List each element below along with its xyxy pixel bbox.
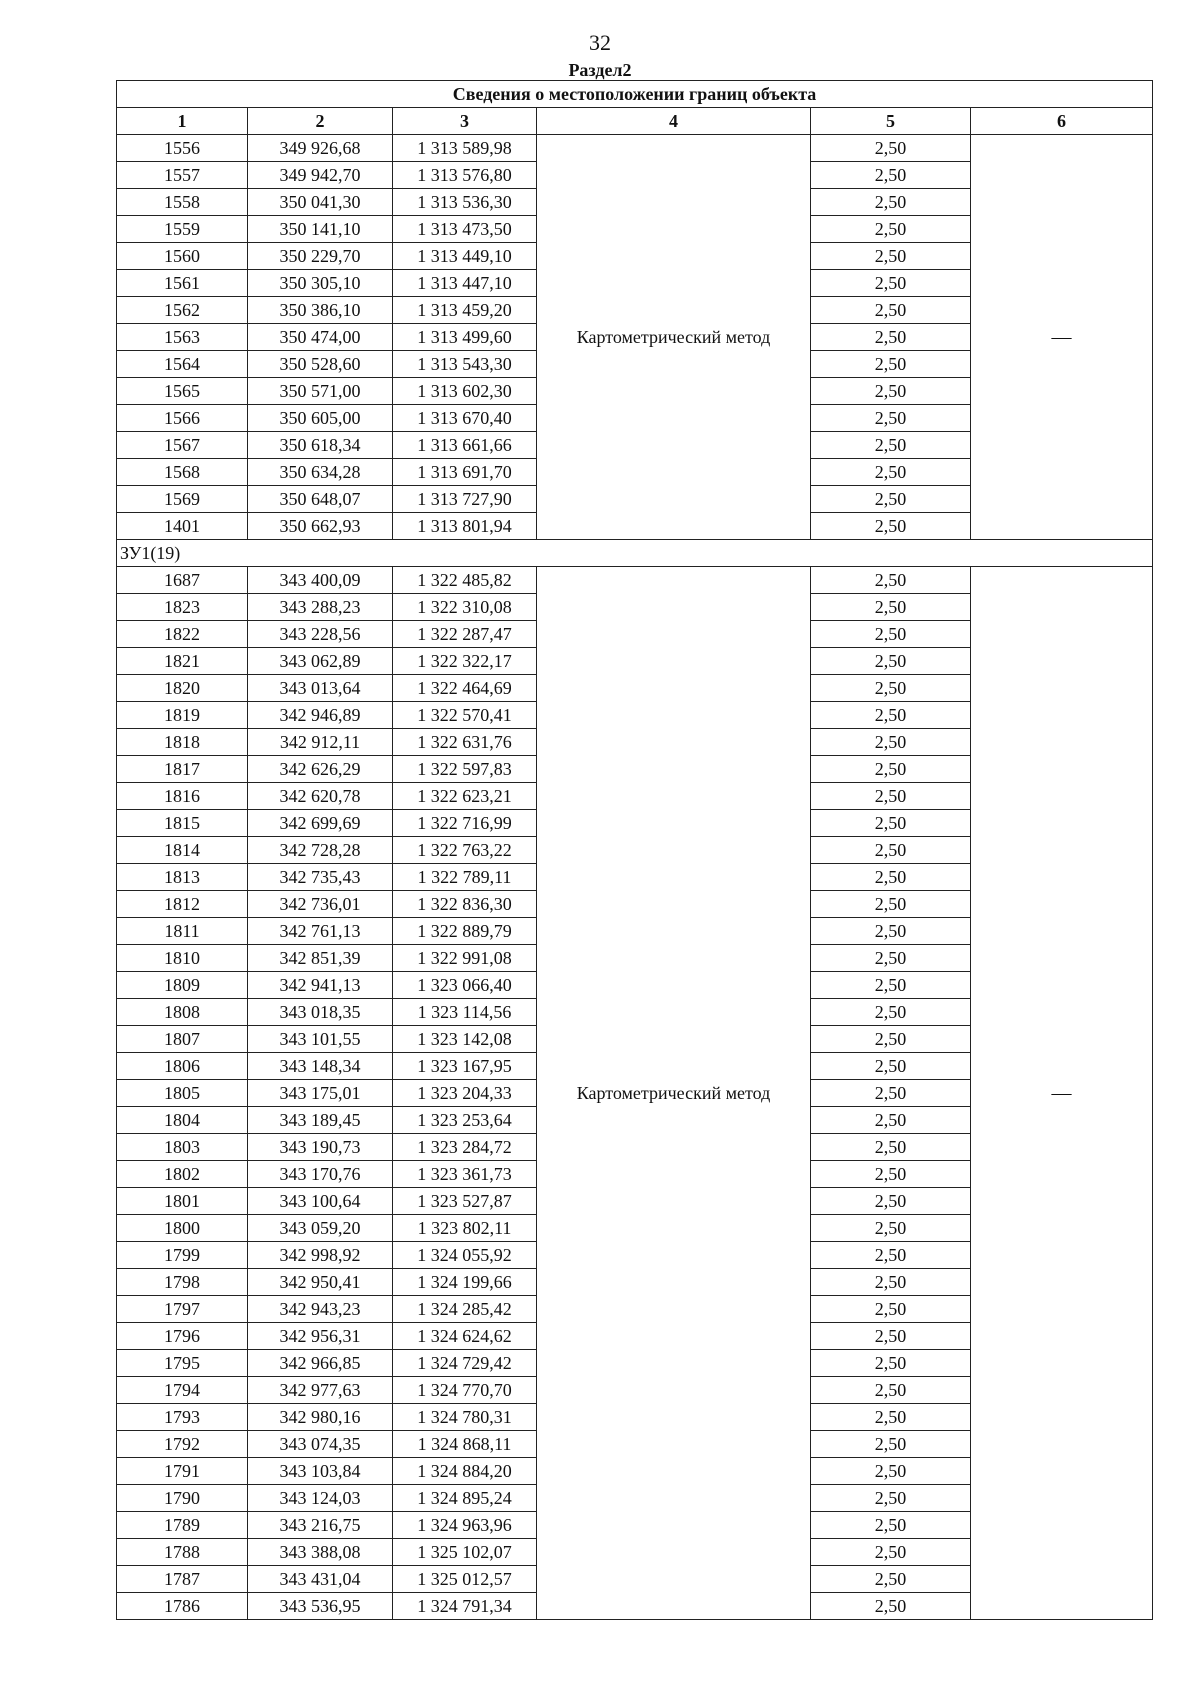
accuracy-cell: 2,50 xyxy=(811,918,971,945)
coordinate-x-cell: 342 998,92 xyxy=(248,1242,393,1269)
coordinate-y-cell: 1 324 729,42 xyxy=(393,1350,537,1377)
point-number-cell: 1567 xyxy=(117,432,248,459)
coordinate-x-cell: 343 124,03 xyxy=(248,1485,393,1512)
coordinate-x-cell: 350 648,07 xyxy=(248,486,393,513)
point-number-cell: 1569 xyxy=(117,486,248,513)
coordinate-x-cell: 342 956,31 xyxy=(248,1323,393,1350)
coordinate-y-cell: 1 323 204,33 xyxy=(393,1080,537,1107)
column-6-cell: — xyxy=(971,567,1153,1620)
column-6-cell: — xyxy=(971,135,1153,540)
coordinate-x-cell: 342 941,13 xyxy=(248,972,393,999)
coordinate-y-cell: 1 322 889,79 xyxy=(393,918,537,945)
point-number-cell: 1787 xyxy=(117,1566,248,1593)
coordinate-x-cell: 343 536,95 xyxy=(248,1593,393,1620)
point-number-cell: 1819 xyxy=(117,702,248,729)
accuracy-cell: 2,50 xyxy=(811,324,971,351)
coordinate-x-cell: 342 966,85 xyxy=(248,1350,393,1377)
coordinate-y-cell: 1 313 602,30 xyxy=(393,378,537,405)
accuracy-cell: 2,50 xyxy=(811,756,971,783)
coordinate-x-cell: 343 074,35 xyxy=(248,1431,393,1458)
coordinate-x-cell: 343 062,89 xyxy=(248,648,393,675)
coordinate-y-cell: 1 324 285,42 xyxy=(393,1296,537,1323)
accuracy-cell: 2,50 xyxy=(811,270,971,297)
coordinate-y-cell: 1 324 791,34 xyxy=(393,1593,537,1620)
point-number-cell: 1802 xyxy=(117,1161,248,1188)
column-header-4: 4 xyxy=(537,108,811,135)
coordinate-x-cell: 350 386,10 xyxy=(248,297,393,324)
coordinate-x-cell: 343 288,23 xyxy=(248,594,393,621)
coordinate-x-cell: 343 228,56 xyxy=(248,621,393,648)
coordinate-x-cell: 343 170,76 xyxy=(248,1161,393,1188)
accuracy-cell: 2,50 xyxy=(811,1350,971,1377)
accuracy-cell: 2,50 xyxy=(811,621,971,648)
accuracy-cell: 2,50 xyxy=(811,1242,971,1269)
group-label: ЗУ1(19) xyxy=(117,540,1153,567)
point-number-cell: 1566 xyxy=(117,405,248,432)
coordinate-y-cell: 1 313 536,30 xyxy=(393,189,537,216)
accuracy-cell: 2,50 xyxy=(811,1188,971,1215)
point-number-cell: 1794 xyxy=(117,1377,248,1404)
accuracy-cell: 2,50 xyxy=(811,1566,971,1593)
accuracy-cell: 2,50 xyxy=(811,648,971,675)
point-number-cell: 1823 xyxy=(117,594,248,621)
point-number-cell: 1798 xyxy=(117,1269,248,1296)
accuracy-cell: 2,50 xyxy=(811,702,971,729)
coordinate-y-cell: 1 323 066,40 xyxy=(393,972,537,999)
point-number-cell: 1811 xyxy=(117,918,248,945)
coordinate-x-cell: 343 101,55 xyxy=(248,1026,393,1053)
coordinate-x-cell: 342 912,11 xyxy=(248,729,393,756)
table-caption: Сведения о местоположении границ объекта xyxy=(117,81,1153,108)
point-number-cell: 1564 xyxy=(117,351,248,378)
accuracy-cell: 2,50 xyxy=(811,432,971,459)
coordinate-x-cell: 343 431,04 xyxy=(248,1566,393,1593)
accuracy-cell: 2,50 xyxy=(811,729,971,756)
coordinate-x-cell: 342 761,13 xyxy=(248,918,393,945)
coordinate-x-cell: 342 977,63 xyxy=(248,1377,393,1404)
column-header-5: 5 xyxy=(811,108,971,135)
accuracy-cell: 2,50 xyxy=(811,1404,971,1431)
point-number-cell: 1557 xyxy=(117,162,248,189)
coordinate-y-cell: 1 313 801,94 xyxy=(393,513,537,540)
table-row xyxy=(117,567,1153,594)
coordinate-y-cell: 1 324 963,96 xyxy=(393,1512,537,1539)
coordinate-x-cell: 342 620,78 xyxy=(248,783,393,810)
coordinate-y-cell: 1 324 895,24 xyxy=(393,1485,537,1512)
coordinate-y-cell: 1 322 287,47 xyxy=(393,621,537,648)
coordinate-y-cell: 1 324 199,66 xyxy=(393,1269,537,1296)
column-header-3: 3 xyxy=(393,108,537,135)
point-number-cell: 1815 xyxy=(117,810,248,837)
coordinate-y-cell: 1 322 631,76 xyxy=(393,729,537,756)
coordinate-x-cell: 350 605,00 xyxy=(248,405,393,432)
point-number-cell: 1801 xyxy=(117,1188,248,1215)
boundary-coordinates-table xyxy=(116,80,1153,1620)
coordinate-y-cell: 1 323 167,95 xyxy=(393,1053,537,1080)
point-number-cell: 1795 xyxy=(117,1350,248,1377)
accuracy-cell: 2,50 xyxy=(811,1539,971,1566)
coordinate-x-cell: 342 699,69 xyxy=(248,810,393,837)
coordinate-x-cell: 350 141,10 xyxy=(248,216,393,243)
point-number-cell: 1792 xyxy=(117,1431,248,1458)
accuracy-cell: 2,50 xyxy=(811,243,971,270)
point-number-cell: 1805 xyxy=(117,1080,248,1107)
accuracy-cell: 2,50 xyxy=(811,1323,971,1350)
accuracy-cell: 2,50 xyxy=(811,513,971,540)
point-number-cell: 1561 xyxy=(117,270,248,297)
point-number-cell: 1808 xyxy=(117,999,248,1026)
point-number-cell: 1814 xyxy=(117,837,248,864)
coordinate-x-cell: 350 571,00 xyxy=(248,378,393,405)
coordinate-x-cell: 349 942,70 xyxy=(248,162,393,189)
accuracy-cell: 2,50 xyxy=(811,945,971,972)
coordinate-y-cell: 1 313 589,98 xyxy=(393,135,537,162)
point-number-cell: 1562 xyxy=(117,297,248,324)
accuracy-cell: 2,50 xyxy=(811,135,971,162)
coordinate-y-cell: 1 313 576,80 xyxy=(393,162,537,189)
coordinate-x-cell: 350 528,60 xyxy=(248,351,393,378)
point-number-cell: 1687 xyxy=(117,567,248,594)
group-label-row xyxy=(117,540,1153,567)
point-number-cell: 1790 xyxy=(117,1485,248,1512)
point-number-cell: 1559 xyxy=(117,216,248,243)
method-cell: Картометрический метод xyxy=(537,567,811,1620)
coordinate-y-cell: 1 323 142,08 xyxy=(393,1026,537,1053)
accuracy-cell: 2,50 xyxy=(811,1215,971,1242)
point-number-cell: 1786 xyxy=(117,1593,248,1620)
method-cell: Картометрический метод xyxy=(537,135,811,540)
accuracy-cell: 2,50 xyxy=(811,1053,971,1080)
point-number-cell: 1812 xyxy=(117,891,248,918)
coordinate-y-cell: 1 322 570,41 xyxy=(393,702,537,729)
accuracy-cell: 2,50 xyxy=(811,1107,971,1134)
point-number-cell: 1556 xyxy=(117,135,248,162)
accuracy-cell: 2,50 xyxy=(811,1377,971,1404)
accuracy-cell: 2,50 xyxy=(811,972,971,999)
point-number-cell: 1820 xyxy=(117,675,248,702)
coordinate-x-cell: 343 018,35 xyxy=(248,999,393,1026)
coordinate-y-cell: 1 325 102,07 xyxy=(393,1539,537,1566)
coordinate-y-cell: 1 313 459,20 xyxy=(393,297,537,324)
point-number-cell: 1796 xyxy=(117,1323,248,1350)
accuracy-cell: 2,50 xyxy=(811,1431,971,1458)
column-header-2: 2 xyxy=(248,108,393,135)
coordinate-x-cell: 343 175,01 xyxy=(248,1080,393,1107)
point-number-cell: 1800 xyxy=(117,1215,248,1242)
accuracy-cell: 2,50 xyxy=(811,1026,971,1053)
coordinate-y-cell: 1 323 361,73 xyxy=(393,1161,537,1188)
accuracy-cell: 2,50 xyxy=(811,1080,971,1107)
coordinate-y-cell: 1 322 464,69 xyxy=(393,675,537,702)
coordinate-y-cell: 1 322 836,30 xyxy=(393,891,537,918)
accuracy-cell: 2,50 xyxy=(811,1485,971,1512)
point-number-cell: 1806 xyxy=(117,1053,248,1080)
coordinate-y-cell: 1 324 055,92 xyxy=(393,1242,537,1269)
point-number-cell: 1807 xyxy=(117,1026,248,1053)
coordinate-y-cell: 1 323 527,87 xyxy=(393,1188,537,1215)
coordinate-y-cell: 1 324 624,62 xyxy=(393,1323,537,1350)
point-number-cell: 1810 xyxy=(117,945,248,972)
accuracy-cell: 2,50 xyxy=(811,351,971,378)
accuracy-cell: 2,50 xyxy=(811,1269,971,1296)
accuracy-cell: 2,50 xyxy=(811,378,971,405)
coordinate-y-cell: 1 313 661,66 xyxy=(393,432,537,459)
coordinate-y-cell: 1 323 114,56 xyxy=(393,999,537,1026)
column-header-row xyxy=(117,108,1153,135)
point-number-cell: 1821 xyxy=(117,648,248,675)
accuracy-cell: 2,50 xyxy=(811,567,971,594)
column-header-1: 1 xyxy=(117,108,248,135)
point-number-cell: 1401 xyxy=(117,513,248,540)
accuracy-cell: 2,50 xyxy=(811,297,971,324)
accuracy-cell: 2,50 xyxy=(811,1296,971,1323)
coordinate-x-cell: 350 041,30 xyxy=(248,189,393,216)
coordinate-y-cell: 1 322 789,11 xyxy=(393,864,537,891)
coordinate-x-cell: 350 618,34 xyxy=(248,432,393,459)
coordinate-y-cell: 1 313 473,50 xyxy=(393,216,537,243)
coordinate-x-cell: 342 943,23 xyxy=(248,1296,393,1323)
accuracy-cell: 2,50 xyxy=(811,864,971,891)
coordinate-x-cell: 342 851,39 xyxy=(248,945,393,972)
accuracy-cell: 2,50 xyxy=(811,216,971,243)
point-number-cell: 1791 xyxy=(117,1458,248,1485)
coordinate-y-cell: 1 313 543,30 xyxy=(393,351,537,378)
accuracy-cell: 2,50 xyxy=(811,486,971,513)
column-header-6: 6 xyxy=(971,108,1153,135)
section-title: Раздел2 xyxy=(568,60,632,80)
point-number-cell: 1799 xyxy=(117,1242,248,1269)
coordinate-x-cell: 342 736,01 xyxy=(248,891,393,918)
coordinate-y-cell: 1 322 716,99 xyxy=(393,810,537,837)
accuracy-cell: 2,50 xyxy=(811,459,971,486)
accuracy-cell: 2,50 xyxy=(811,783,971,810)
accuracy-cell: 2,50 xyxy=(811,162,971,189)
point-number-cell: 1816 xyxy=(117,783,248,810)
coordinate-x-cell: 343 013,64 xyxy=(248,675,393,702)
coordinate-y-cell: 1 324 868,11 xyxy=(393,1431,537,1458)
point-number-cell: 1817 xyxy=(117,756,248,783)
accuracy-cell: 2,50 xyxy=(811,891,971,918)
coordinate-y-cell: 1 324 770,70 xyxy=(393,1377,537,1404)
accuracy-cell: 2,50 xyxy=(811,189,971,216)
coordinate-x-cell: 342 728,28 xyxy=(248,837,393,864)
coordinate-y-cell: 1 324 884,20 xyxy=(393,1458,537,1485)
coordinate-y-cell: 1 325 012,57 xyxy=(393,1566,537,1593)
coordinate-x-cell: 342 735,43 xyxy=(248,864,393,891)
point-number-cell: 1797 xyxy=(117,1296,248,1323)
point-number-cell: 1789 xyxy=(117,1512,248,1539)
coordinate-x-cell: 342 946,89 xyxy=(248,702,393,729)
coordinate-x-cell: 350 305,10 xyxy=(248,270,393,297)
coordinate-y-cell: 1 322 991,08 xyxy=(393,945,537,972)
coordinate-x-cell: 343 100,64 xyxy=(248,1188,393,1215)
coordinate-y-cell: 1 313 670,40 xyxy=(393,405,537,432)
coordinate-x-cell: 343 103,84 xyxy=(248,1458,393,1485)
point-number-cell: 1809 xyxy=(117,972,248,999)
coordinate-x-cell: 343 190,73 xyxy=(248,1134,393,1161)
coordinate-x-cell: 343 388,08 xyxy=(248,1539,393,1566)
accuracy-cell: 2,50 xyxy=(811,1161,971,1188)
coordinate-y-cell: 1 322 322,17 xyxy=(393,648,537,675)
accuracy-cell: 2,50 xyxy=(811,837,971,864)
point-number-cell: 1788 xyxy=(117,1539,248,1566)
accuracy-cell: 2,50 xyxy=(811,405,971,432)
coordinate-y-cell: 1 323 253,64 xyxy=(393,1107,537,1134)
coordinate-y-cell: 1 322 597,83 xyxy=(393,756,537,783)
point-number-cell: 1563 xyxy=(117,324,248,351)
accuracy-cell: 2,50 xyxy=(811,594,971,621)
point-number-cell: 1813 xyxy=(117,864,248,891)
coordinate-y-cell: 1 322 310,08 xyxy=(393,594,537,621)
coordinate-y-cell: 1 313 727,90 xyxy=(393,486,537,513)
coordinate-x-cell: 350 634,28 xyxy=(248,459,393,486)
coordinate-y-cell: 1 322 485,82 xyxy=(393,567,537,594)
accuracy-cell: 2,50 xyxy=(811,1512,971,1539)
point-number-cell: 1560 xyxy=(117,243,248,270)
table-body xyxy=(117,135,1153,1620)
accuracy-cell: 2,50 xyxy=(811,1593,971,1620)
coordinate-x-cell: 342 950,41 xyxy=(248,1269,393,1296)
point-number-cell: 1565 xyxy=(117,378,248,405)
accuracy-cell: 2,50 xyxy=(811,675,971,702)
coordinate-y-cell: 1 313 447,10 xyxy=(393,270,537,297)
coordinate-y-cell: 1 323 802,11 xyxy=(393,1215,537,1242)
coordinate-x-cell: 350 229,70 xyxy=(248,243,393,270)
coordinate-y-cell: 1 322 623,21 xyxy=(393,783,537,810)
coordinate-x-cell: 350 474,00 xyxy=(248,324,393,351)
accuracy-cell: 2,50 xyxy=(811,1134,971,1161)
coordinate-x-cell: 343 059,20 xyxy=(248,1215,393,1242)
page-number: 32 xyxy=(589,30,611,55)
coordinate-x-cell: 343 216,75 xyxy=(248,1512,393,1539)
accuracy-cell: 2,50 xyxy=(811,1458,971,1485)
point-number-cell: 1793 xyxy=(117,1404,248,1431)
point-number-cell: 1558 xyxy=(117,189,248,216)
point-number-cell: 1818 xyxy=(117,729,248,756)
coordinate-x-cell: 343 148,34 xyxy=(248,1053,393,1080)
point-number-cell: 1804 xyxy=(117,1107,248,1134)
coordinate-x-cell: 342 980,16 xyxy=(248,1404,393,1431)
coordinate-x-cell: 343 400,09 xyxy=(248,567,393,594)
coordinate-x-cell: 349 926,68 xyxy=(248,135,393,162)
accuracy-cell: 2,50 xyxy=(811,999,971,1026)
coordinate-y-cell: 1 324 780,31 xyxy=(393,1404,537,1431)
coordinate-y-cell: 1 313 691,70 xyxy=(393,459,537,486)
coordinate-x-cell: 350 662,93 xyxy=(248,513,393,540)
coordinate-y-cell: 1 313 499,60 xyxy=(393,324,537,351)
point-number-cell: 1568 xyxy=(117,459,248,486)
point-number-cell: 1803 xyxy=(117,1134,248,1161)
accuracy-cell: 2,50 xyxy=(811,810,971,837)
table-row xyxy=(117,135,1153,162)
coordinate-y-cell: 1 323 284,72 xyxy=(393,1134,537,1161)
coordinate-y-cell: 1 322 763,22 xyxy=(393,837,537,864)
coordinate-x-cell: 343 189,45 xyxy=(248,1107,393,1134)
point-number-cell: 1822 xyxy=(117,621,248,648)
coordinate-x-cell: 342 626,29 xyxy=(248,756,393,783)
coordinate-y-cell: 1 313 449,10 xyxy=(393,243,537,270)
